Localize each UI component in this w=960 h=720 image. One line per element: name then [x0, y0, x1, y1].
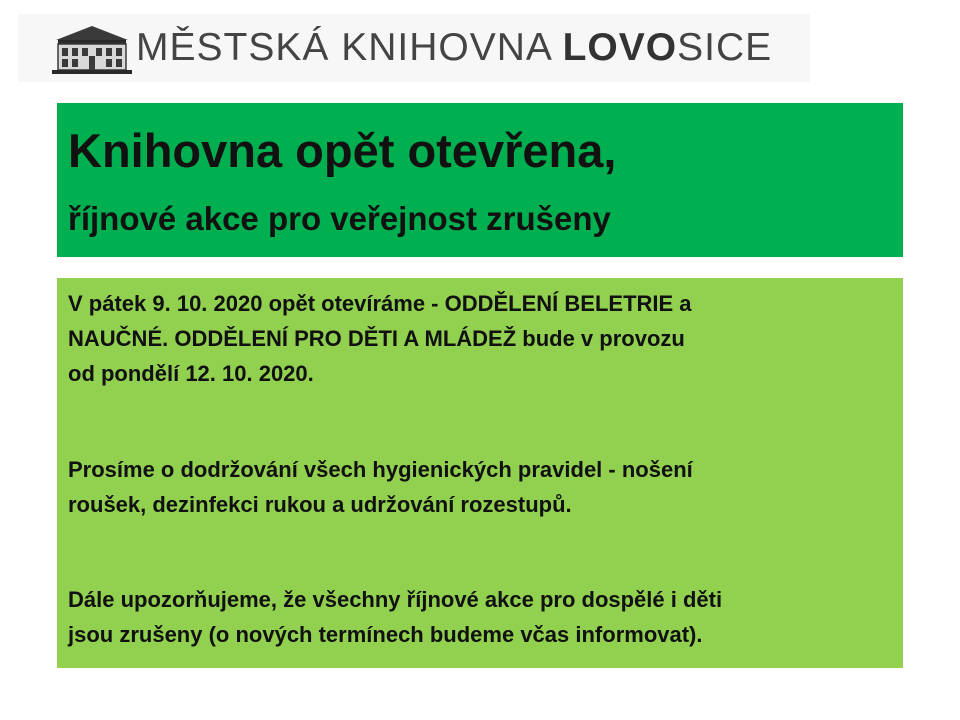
text-line: NAUČNÉ. ODDĚLENÍ PRO DĚTI A MLÁDEŽ bude v provozu [68, 326, 685, 351]
text-line: Prosíme o dodržování všech hygienických pravidel - nošení [68, 457, 693, 482]
text-line: jsou zrušeny (o nových termínech budeme včas informovat). [68, 622, 703, 647]
page-subtitle: říjnové akce pro veřejnost zrušeny [68, 200, 611, 237]
text-line: V pátek 9. 10. 2020 opět otevíráme - ODDĚLENÍ BELETRIE a [68, 291, 692, 316]
title-banner [57, 103, 903, 257]
text-line: roušek, dezinfekci rukou a udržování rozestupů. [68, 492, 572, 517]
text-line: od pondělí 12. 10. 2020. [68, 361, 314, 386]
library-name: MĚSTSKÁ KNIHOVNA LOVOSICE [136, 26, 773, 69]
text-line: Dále upozorňujeme, že všechny říjnové akce pro dospělé i děti [68, 587, 723, 612]
logo-header [18, 14, 810, 82]
paragraph-opening [68, 286, 896, 391]
library-building-icon [52, 22, 132, 74]
paragraph-hygiene [68, 452, 896, 522]
page-title: Knihovna opět otevřena, [68, 124, 617, 177]
announcement-body [57, 278, 903, 668]
paragraph-events [68, 582, 896, 652]
